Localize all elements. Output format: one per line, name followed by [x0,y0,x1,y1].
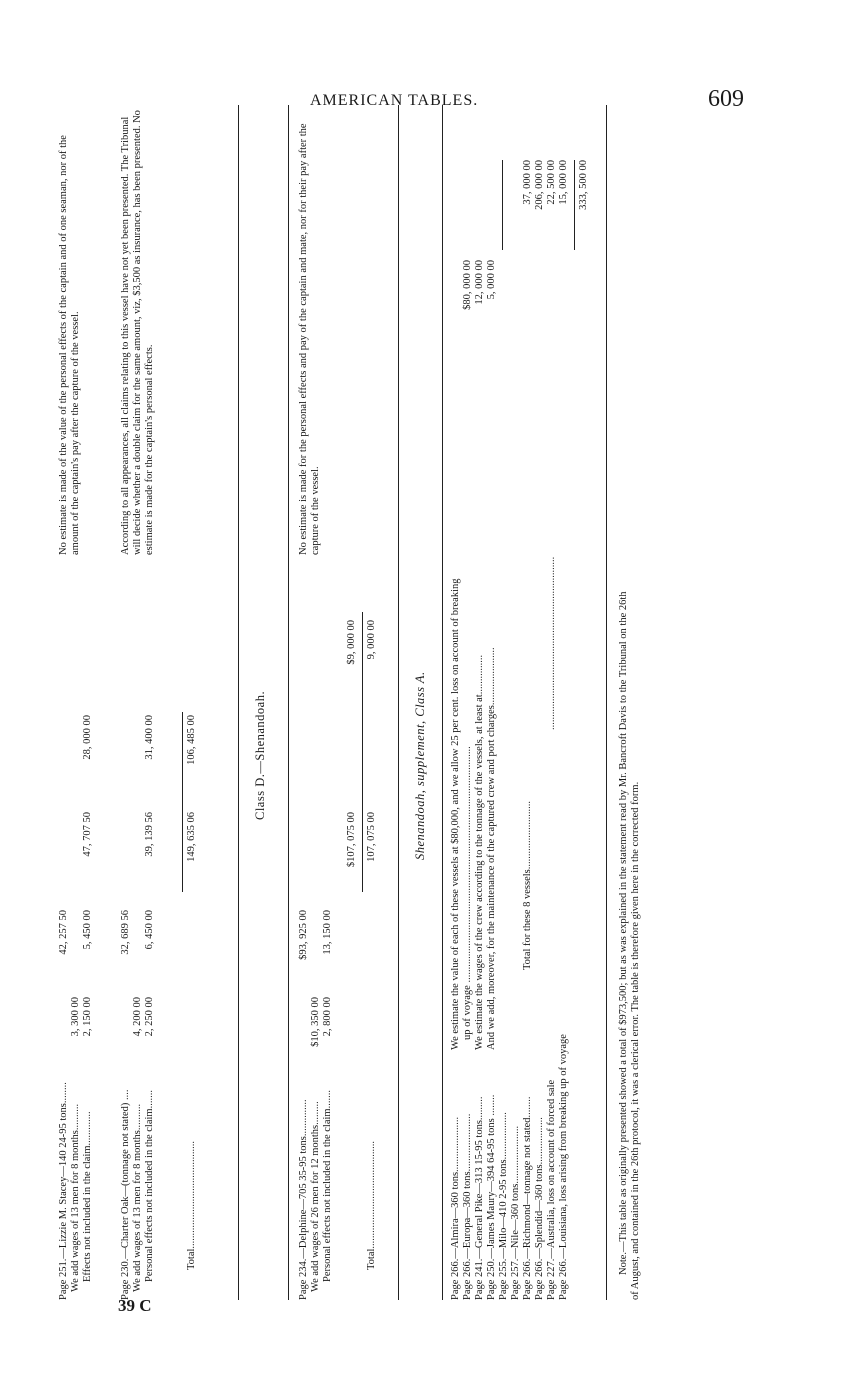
subtotal-value: 37, 000 00 [522,160,533,205]
delphine-line-2: We add wages of 26 men for 12 months......... [310,1101,321,1292]
estimate-1: We estimate the value of each of these vessels at $80,000, and we allow 25 per cent. loss on account of breaking [450,578,461,1050]
est-value-3: 5, 000 00 [486,260,497,300]
estimate-4: And we add, moreover, for the maintenance of the captured crew and port charges...................... [486,647,497,1050]
class-d-title: Class D.—Shenandoah. [253,690,267,820]
charter-additions: 6, 450 00 [144,910,155,950]
note-line-2: of August, and contained in the 26th protocol, it was a clerical error. The table is therefore given here in the corrected form. [630,781,641,1300]
lizzie-allowed: 28, 000 00 [82,715,93,760]
lizzie-additions: 5, 450 00 [82,910,93,950]
total-1-col3: 149, 635 06 [186,812,197,862]
note-line-1: Note.—This table as originally presented showed a total of $973,500; but as was explained in the statement read by Mr. Bancroft Davis to the Tribunal on the 26th [618,591,629,1275]
charter-line-2: We add wages of 13 men for 8 months.......... [132,1103,143,1292]
estimate-2: up of voyage .......................................................................................... [462,746,473,1040]
lizzie-effects: 2, 150 00 [82,997,93,1037]
delphine-wages: $10, 350 00 [310,997,321,1047]
estimate-3: We estimate the wages of the crew according to the tonnage of the vessels, at least at............... [474,654,485,1050]
delphine-col5: $9, 000 00 [346,620,357,665]
total-2-col5: 9, 000 00 [366,620,377,660]
vessel-6: Page 257.—Nile—360 tons...................... [510,1125,521,1300]
lizzie-wages: 3, 300 00 [70,997,81,1037]
charter-allowed: 31, 400 00 [144,715,155,760]
vessel-8: Page 266.—Splendid—360 tons.................. [534,1117,545,1300]
charter-claim: 32, 689 56 [120,910,131,955]
charter-note: According to all appearances, all claims relating to this vessel have not yet been presented. The Tribunal will decide whether a double claim for the same amount, viz, $3,500 as insurance, has been presented. No estimate is made for the captain's personal effects. [120,110,155,555]
supplement-divider [398,105,399,1300]
charter-line-1: Page 230.—Charter Oak—(tonnage not stated) .... [120,1089,131,1300]
note-rule [606,105,607,1300]
page-number: 609 [708,86,744,112]
vessel-5: Page 255.—Milo—410 2-95 tons.................. [498,1112,509,1300]
delphine-line-3: Personal effects not included in the claim....... [322,1090,333,1282]
est-value-2: 12, 000 00 [474,260,485,305]
australia-dots: .................................................................. [546,556,557,730]
delphine-additions: 13, 150 00 [322,910,333,955]
delphine-claim: $93, 925 00 [298,910,309,960]
total-rule [182,712,183,892]
vessel-1: Page 266.—Almira—360 tons..................... [450,1116,461,1300]
rotated-table-region [58,100,758,1300]
lizzie-line-3: Effects not included in the claim............. [82,1111,93,1282]
vessel-3: Page 241.—General Pike—313 15-95 tons......... [474,1096,485,1300]
charter-line-3: Personal effects not included in the claim....... [144,1090,155,1282]
supplement-rule [442,105,443,1300]
vessel-2: Page 266.—Europa—360 tons...................... [462,1113,473,1300]
total-8-vessels-label: Total for these 8 vessels.......................... [522,801,533,970]
value-b1: 206, 000 00 [534,160,545,210]
class-d-rule [288,105,289,1300]
lizzie-line-1: Page 251.—Lizzie M. Stacey—140 24-95 tons........ [58,1082,69,1300]
total-2-rule [362,612,363,892]
section-divider [238,105,239,1300]
lizzie-total: 47, 707 50 [82,812,93,857]
total-1-col4: 106, 485 00 [186,715,197,765]
charter-effects: 2, 250 00 [144,997,155,1037]
grand-total-rule [574,160,575,250]
delphine-total: $107, 075 00 [346,812,357,868]
lizzie-line-2: We add wages of 13 men for 8 months.......... [70,1103,81,1292]
value-b3: 15, 000 00 [558,160,569,205]
running-header-title: AMERICAN TABLES. [310,92,479,109]
subtotal-rule [502,160,503,250]
total-2-col3: 107, 075 00 [366,812,377,862]
total-1-label: Total......................................... [186,1140,197,1270]
delphine-note: No estimate is made for the personal effects and pay of the captain and mate, nor for their pay after the capture of the vessel. [298,123,321,555]
lizzie-claim: 42, 257 50 [58,910,69,955]
total-2-label: Total......................................... [366,1140,377,1270]
charter-wages: 4, 200 00 [132,997,143,1037]
delphine-effects: 2, 800 00 [322,997,333,1037]
supplement-title: Shenandoah, supplement, Class A. [413,671,427,860]
lizzie-note: No estimate is made of the value of the personal effects of the captain and of one seaman, nor of the amount of the captain's pay after the capture of the vessel. [58,135,81,555]
vessel-9: Page 227.—Australia, loss on account of forced sale [546,1079,557,1300]
signature-mark: 39 C [118,1296,152,1315]
vessel-7: Page 266.—Richmond—tonnage not stated........ [522,1096,533,1300]
grand-total-value: 333, 500 00 [578,160,589,210]
est-value-1: $80, 000 00 [462,260,473,310]
delphine-line-1: Page 234.—Delphine—705 35-95 tons.............. [298,1099,309,1300]
vessel-10: Page 266.—Louisiana, loss arising from breaking up of voyage [558,1034,569,1300]
value-b2: 22, 500 00 [546,160,557,205]
charter-total: 39, 139 56 [144,812,155,857]
vessel-4: Page 250.—James Maury—394 64-95 tons ........ [486,1094,497,1300]
